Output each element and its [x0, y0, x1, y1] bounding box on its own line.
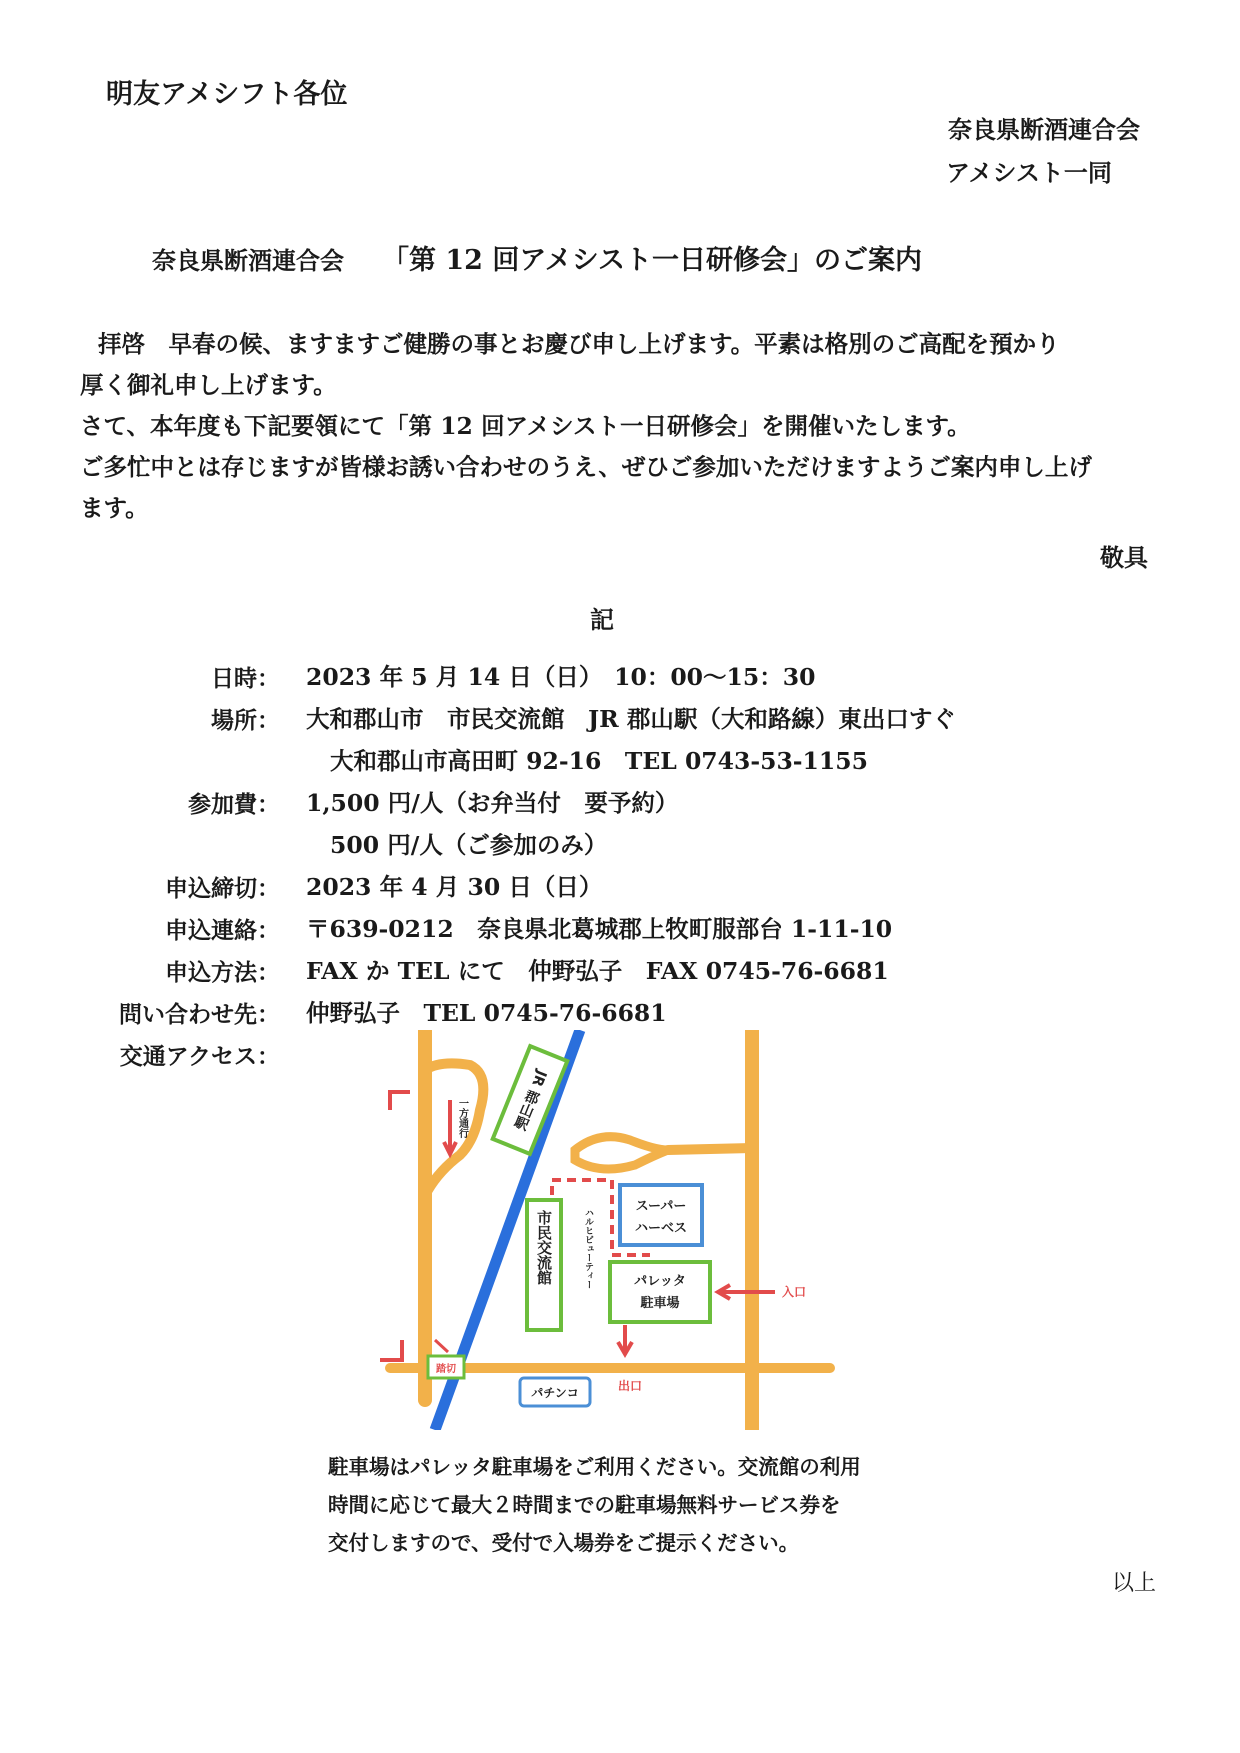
avenue-label: ハルヒビューティー	[583, 1208, 593, 1289]
sender-group: アメシスト一同	[946, 158, 1112, 187]
super-label-1: スーパー	[635, 1199, 687, 1214]
access-label: 交通アクセス：	[119, 1043, 280, 1070]
body-line-4: ご多忙中とは存じますが皆様お誘い合わせのうえ、ぜひご参加いただけますようご案内申し上げ	[80, 453, 1092, 481]
road-lake-connector	[668, 1148, 752, 1150]
super-box	[620, 1185, 702, 1245]
station-label: JR 郡山駅	[510, 1067, 550, 1133]
note-line-3: 交付しますので、受付で入場券をご提示ください。	[328, 1531, 800, 1555]
title-org: 奈良県断酒連合会	[152, 246, 344, 275]
inquiry-label: 問い合わせ先：	[119, 1001, 280, 1028]
body-line-5: ます。	[80, 494, 149, 522]
deadline-value: 2023 年 4 月 30 日（日）	[306, 873, 603, 901]
hall-label: 市民交流館	[535, 1210, 553, 1285]
crossing-label: 踏切	[436, 1364, 456, 1375]
method-label: 申込方法：	[165, 959, 280, 986]
greeting-body	[80, 324, 1165, 529]
fee-value-2: 500 円/人（ご参加のみ）	[330, 831, 608, 859]
oneway-label: 一方通行	[456, 1098, 468, 1138]
place-address: 大和郡山市高田町 92-16 TEL 0743-53-1155	[330, 747, 868, 775]
ki-heading: 記	[590, 605, 614, 634]
addressee: 明友アメシフト各位	[106, 79, 348, 110]
contact-value: 〒639-0212 奈良県北葛城郡上牧町服部台 1-11-10	[306, 915, 893, 943]
pond-shape	[575, 1137, 668, 1169]
fee-value-1: 1,500 円/人（お弁当付 要予約）	[306, 789, 679, 817]
parking-label-2: 駐車場	[640, 1296, 680, 1311]
method-value: FAX か TEL にて 仲野弘子 FAX 0745-76-6681	[306, 957, 889, 985]
note-line-2: 時間に応じて最大２時間までの駐車場無料サービス券を	[328, 1493, 841, 1517]
datetime-value: 2023 年 5 月 14 日（日） 10：00〜15：30	[306, 663, 816, 691]
parking-label-1: パレッタ	[634, 1274, 686, 1289]
parking-note	[328, 1448, 948, 1562]
road-oneway-loop	[425, 1063, 483, 1190]
datetime-label: 日時：	[211, 665, 280, 692]
body-line-3: さて、本年度も下記要領にて「第 12 回アメシスト一日研修会」を開催いたします。	[80, 412, 971, 440]
parking-box	[610, 1262, 710, 1322]
pachinko-label: パチンコ	[531, 1386, 579, 1400]
body-line-1: 拝啓 早春の候、ますますご健勝の事とお慶び申し上げます。平素は格別のご高配を預かり	[98, 330, 1060, 358]
place-value: 大和郡山市 市民交流館 JR 郡山駅（大和路線）東出口すぐ	[306, 705, 956, 733]
sender-org: 奈良県断酒連合会	[948, 115, 1140, 144]
closing: 敬具	[1100, 543, 1148, 572]
exit-label: 出口	[618, 1379, 643, 1393]
inquiry-value: 仲野弘子 TEL 0745-76-6681	[306, 999, 667, 1027]
title-event: 「第 12 回アメシスト一日研修会」のご案内	[382, 245, 922, 276]
place-label: 場所：	[211, 707, 280, 734]
body-line-2: 厚く御礼申し上げます。	[80, 371, 337, 399]
ijou: 以上	[1111, 1571, 1156, 1596]
note-line-1: 駐車場はパレッタ駐車場をご利用ください。交流館の利用	[328, 1455, 861, 1479]
document-title	[152, 238, 922, 277]
contact-label: 申込連絡：	[165, 917, 280, 944]
fee-label: 参加費：	[188, 791, 280, 818]
access-map	[380, 1030, 840, 1430]
deadline-label: 申込締切：	[165, 875, 280, 902]
entrance-label: 入口	[782, 1285, 807, 1299]
super-label-2: ハーベス	[634, 1221, 688, 1236]
